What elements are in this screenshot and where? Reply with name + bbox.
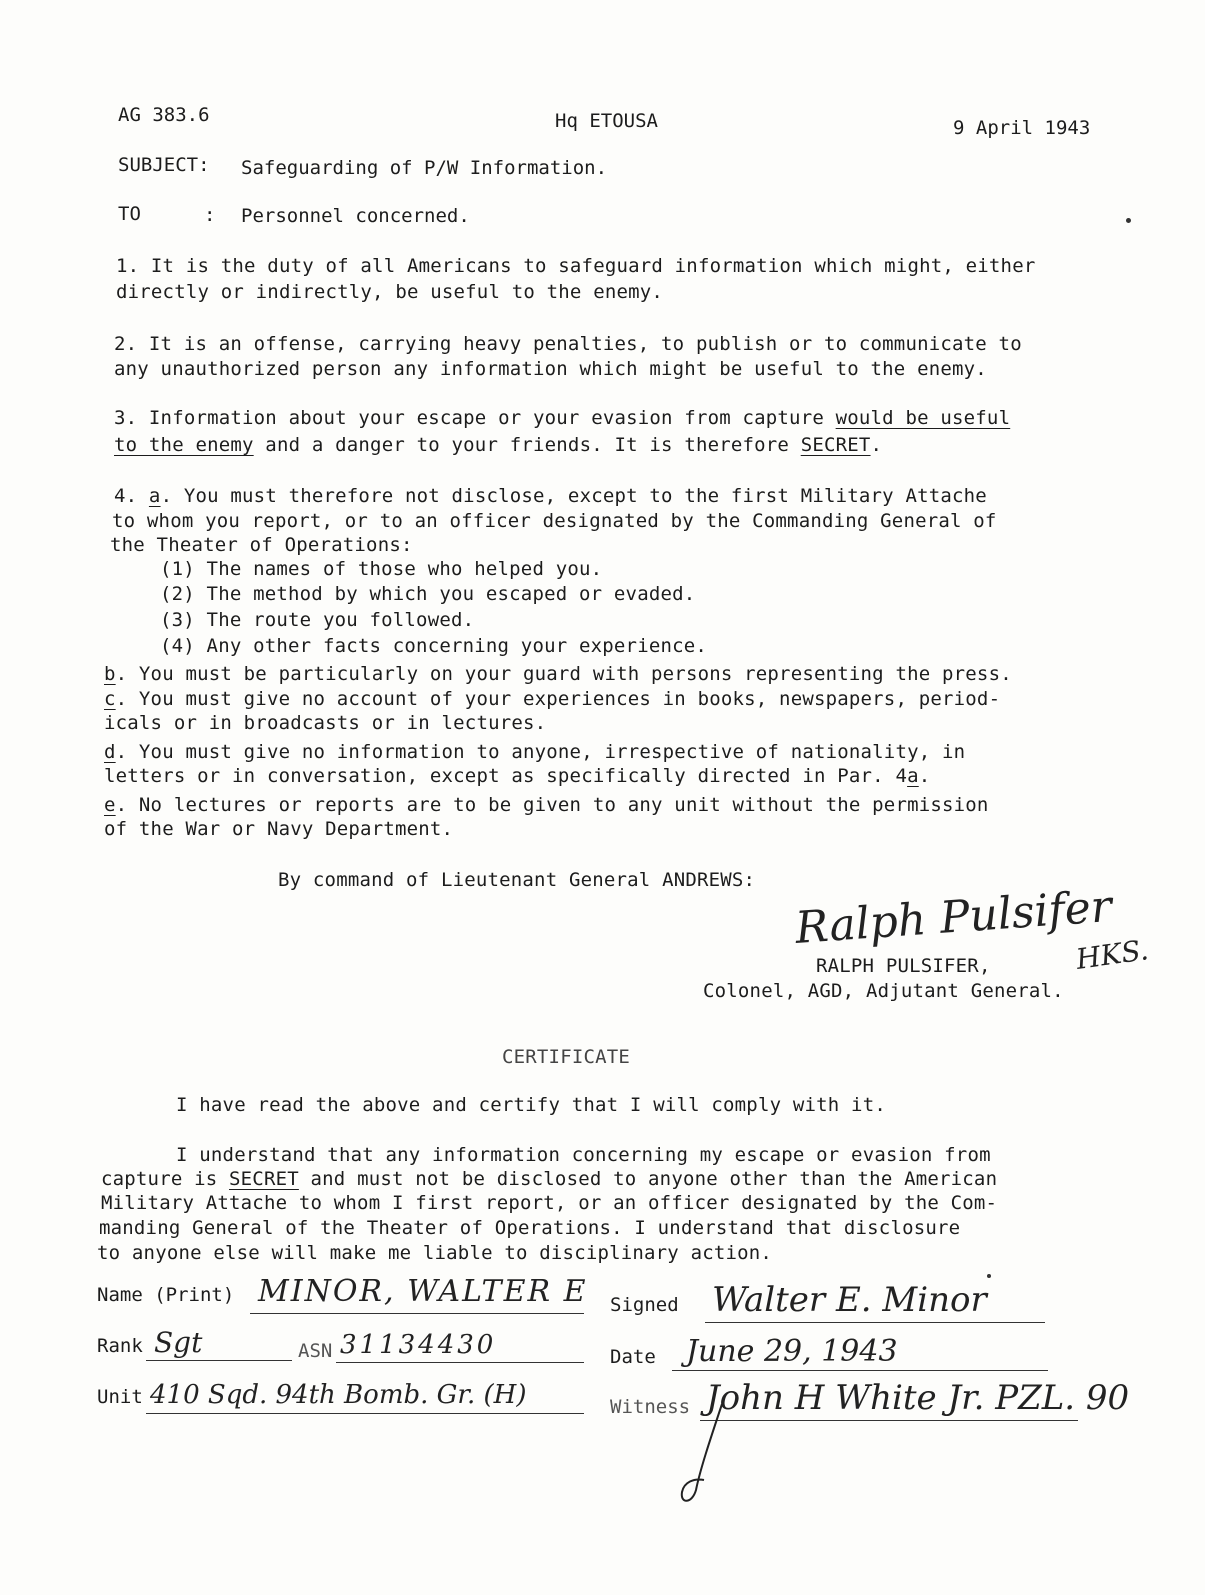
p1-line1: 1. It is the duty of all Americans to safeguard information which might, either	[116, 255, 1036, 277]
p4e-line1	[104, 794, 989, 816]
cert-text-2: and must not be disclosed to anyone other than the American	[298, 1168, 998, 1190]
rank-line	[146, 1360, 292, 1361]
p3-text-2: and a danger to your friends. It is therefore	[253, 434, 801, 456]
p3-text: 3. Information about your escape or your evasion from capture	[114, 407, 836, 429]
p4d-line2	[104, 765, 930, 787]
cert-text: capture is	[101, 1168, 230, 1190]
paper-speck	[987, 1274, 991, 1278]
to-value: Personnel concerned.	[241, 205, 470, 227]
witness-label: Witness	[610, 1396, 691, 1418]
p4b-text: . You must be particularly on your guard with persons representing the press.	[115, 663, 1012, 685]
p4d-text: . You must give no information to anyone, irrespective of nationality, in	[115, 741, 966, 763]
p4-letter-d: d	[104, 741, 116, 763]
p3-underlined-phrase: would be useful	[835, 407, 1011, 429]
p4d-ref-letter: a	[907, 765, 919, 787]
certificate-line1: I have read the above and certify that I will comply with it.	[176, 1094, 886, 1116]
commander-signature: Ralph Pulsifer	[793, 881, 1114, 954]
name-label: Name (Print)	[97, 1284, 235, 1306]
p4-number: 4.	[114, 485, 138, 507]
p4-letter-c: c	[104, 688, 116, 710]
subject-label: SUBJECT:	[118, 154, 210, 176]
cert-secret-word: SECRET	[229, 1168, 299, 1190]
p3-underlined-phrase-2: to the enemy	[114, 434, 254, 456]
p4a-item-1: (1) The names of those who helped you.	[160, 558, 603, 580]
date-label: Date	[610, 1346, 656, 1368]
certificate-para-line1: I understand that any information concerning my escape or evasion from	[176, 1144, 991, 1166]
asn-line	[336, 1362, 584, 1363]
document-date: 9 April 1943	[953, 117, 1091, 139]
witness-value[interactable]: John H White Jr. PZL. 90	[706, 1378, 1130, 1418]
to-colon: :	[204, 204, 216, 226]
certificate-para-line5: to anyone else will make me liable to disciplinary action.	[97, 1242, 773, 1264]
certificate-para-line4: manding General of the Theater of Operations. I understand that disclosure	[99, 1217, 961, 1239]
p3-secret-word: SECRET	[800, 434, 871, 456]
headquarters: Hq ETOUSA	[555, 110, 658, 132]
p4d-period: .	[918, 765, 931, 787]
unit-label: Unit	[97, 1386, 143, 1408]
p4b-line	[104, 663, 1012, 685]
asn-value[interactable]: 31134430	[340, 1330, 497, 1360]
p4c-line1	[104, 688, 1000, 710]
p4d-text-2: letters or in conversation, except as specifically directed in Par.	[104, 765, 896, 787]
signed-label: Signed	[610, 1294, 679, 1316]
p2-line2: any unauthorized person any information which might be useful to the enemy.	[114, 358, 987, 380]
p3-line1	[114, 407, 1010, 429]
rank-label: Rank	[97, 1335, 143, 1357]
p1-line2: directly or indirectly, be useful to the enemy.	[116, 281, 664, 303]
p4-letter-b: b	[104, 663, 116, 685]
p2-line1: 2. It is an offense, carrying heavy penalties, to publish or to communicate to	[114, 333, 1022, 355]
p4e-line2: of the War or Navy Department.	[104, 818, 454, 840]
witness-line	[700, 1420, 1078, 1421]
p4-letter-e: e	[104, 794, 116, 816]
p4a-line2: to whom you report, or to an officer designated by the Commanding General of	[112, 510, 997, 532]
p4a-item-4: (4) Any other facts concerning your experience.	[160, 635, 708, 657]
date-line	[672, 1370, 1048, 1371]
p4a-line1	[114, 485, 987, 507]
to-label: TO	[118, 203, 141, 225]
initials: HKS.	[1074, 933, 1151, 976]
asn-label: ASN	[298, 1340, 333, 1362]
unit-value[interactable]: 410 Sqd. 94th Bomb. Gr. (H)	[150, 1380, 527, 1410]
p4d-ref-number: 4	[895, 765, 908, 787]
p4-letter-a: a	[148, 485, 161, 507]
p4e-text: . No lectures or reports are to be given to any unit without the permission	[115, 794, 989, 816]
p4a-item-2: (2) The method by which you escaped or evaded.	[160, 583, 696, 605]
p4d-line1	[104, 741, 965, 763]
file-number: AG 383.6	[118, 104, 210, 126]
subject-value: Safeguarding of P/W Information.	[241, 157, 608, 179]
date-value[interactable]: June 29, 1943	[686, 1334, 898, 1369]
signer-title: Colonel, AGD, Adjutant General.	[703, 980, 1064, 1002]
p4c-line2: icals or in broadcasts or in lectures.	[104, 712, 547, 734]
signer-name: RALPH PULSIFER,	[816, 955, 991, 977]
name-line	[250, 1313, 584, 1314]
signed-value[interactable]: Walter E. Minor	[712, 1280, 987, 1320]
certificate-para-line3: Military Attache to whom I first report, or an officer designated by the Com-	[101, 1192, 998, 1214]
certificate-heading: CERTIFICATE	[502, 1046, 631, 1068]
p3-line2	[114, 434, 882, 456]
signed-line	[705, 1322, 1045, 1323]
p3-period: .	[870, 434, 883, 456]
certificate-para-line2	[101, 1168, 997, 1190]
p4c-text: . You must give no account of your experiences in books, newspapers, period-	[115, 688, 1001, 710]
paper-speck	[1126, 218, 1131, 223]
rank-value[interactable]: Sgt	[154, 1326, 203, 1359]
p4a-text: . You must therefore not disclose, except to the first Military Attache	[160, 485, 987, 507]
witness-signature-flourish	[670, 1400, 750, 1510]
unit-line	[146, 1413, 584, 1414]
command-line: By command of Lieutenant General ANDREWS:	[278, 869, 756, 891]
name-value[interactable]: MINOR, WALTER E	[258, 1274, 588, 1309]
p4a-item-3: (3) The route you followed.	[160, 609, 475, 631]
p4a-line3: the Theater of Operations:	[110, 534, 413, 556]
